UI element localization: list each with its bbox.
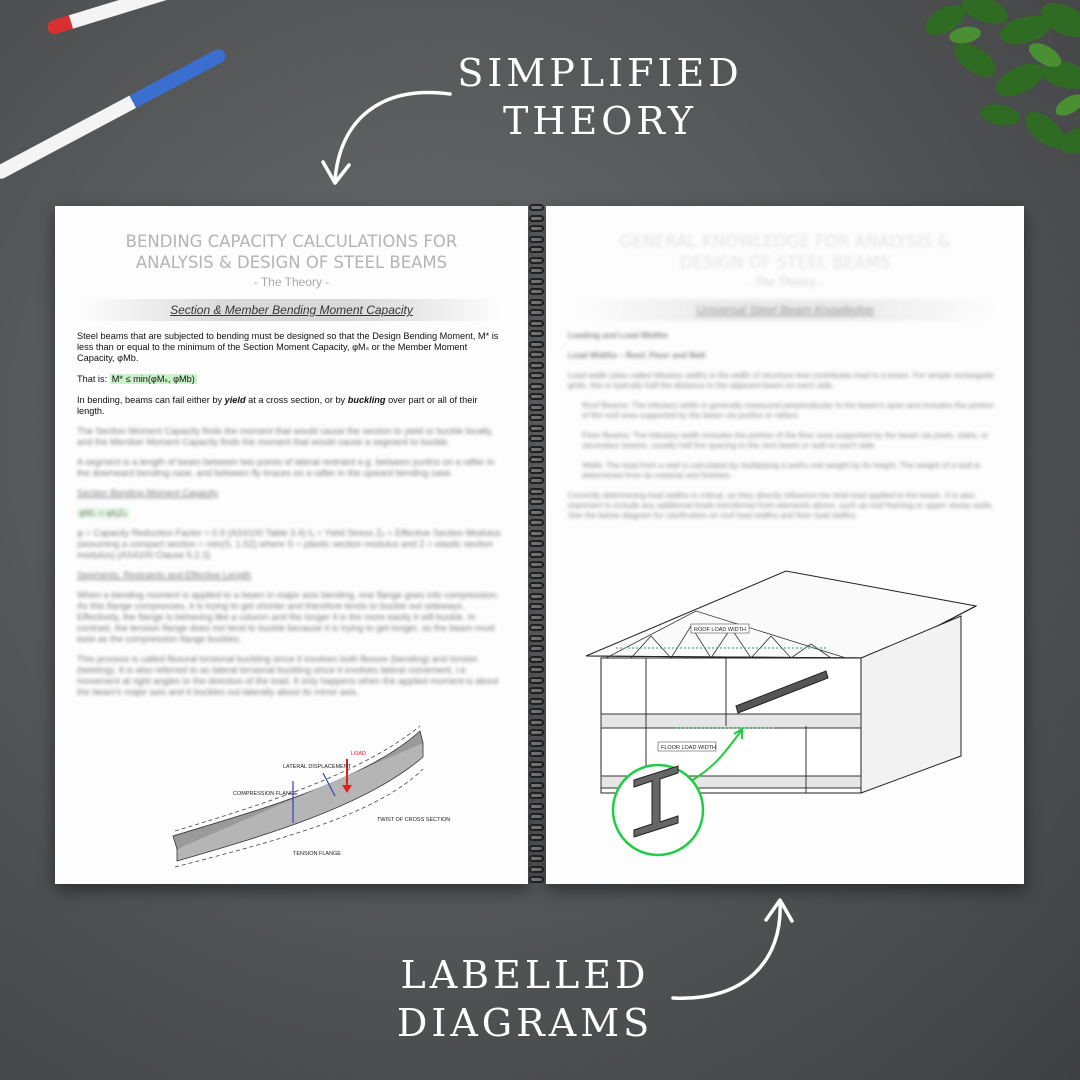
spiral-coil xyxy=(529,456,544,463)
blurred-para2: A segment is a length of beam between two points of lateral restraint e.g. between purlins on a rafter in the downward bending case, and between fly braces on a rafter in the upward bending case. xyxy=(77,457,495,478)
spiral-coil xyxy=(529,246,544,253)
spiral-coil xyxy=(529,740,544,747)
spiral-coil xyxy=(529,750,544,757)
spiral-coil xyxy=(529,729,544,736)
spiral-coil xyxy=(529,771,544,778)
right-head2: Load Widths – Roof, Floor and Wall xyxy=(568,351,706,360)
spiral-coil xyxy=(529,803,544,810)
left-para1: Steel beams that are subjected to bending must be designed so that the Design Bending Moment, M* is less than or equal to the minimum of the Section Moment Capacity, φMₛ or the Member Moment Capacity, φMb. xyxy=(77,331,499,363)
spiral-coil xyxy=(529,635,544,642)
para2-part-a: In bending, beams can fail either by xyxy=(77,395,223,405)
spiral-coil xyxy=(529,603,544,610)
spiral-coil xyxy=(529,761,544,768)
spiral-coil xyxy=(529,614,544,621)
spiral-coil xyxy=(529,267,544,274)
spiral-coil xyxy=(529,582,544,589)
spiral-coil xyxy=(529,876,544,883)
spiral-coil xyxy=(529,236,544,243)
label-load: LOAD xyxy=(351,751,366,757)
spiral-coil xyxy=(529,488,544,495)
spiral-coil xyxy=(529,866,544,873)
spiral-coil xyxy=(529,593,544,600)
spiral-coil xyxy=(529,351,544,358)
right-para2: Correctly determining load widths is critical, as they directly influence the total load applied to the beam. It is also important to include any additional loads transferred from elements above, such as roof framing or upper storey walls. See the below diagram for clarification on roof load widths and floor load widths. xyxy=(568,491,994,520)
left-blurred-content xyxy=(77,426,506,698)
spiral-coil xyxy=(529,498,544,505)
arrow-up-icon xyxy=(665,890,805,1010)
label-lateral-displacement: LATERAL DISPLACEMENT xyxy=(283,764,352,770)
spiral-coil xyxy=(529,477,544,484)
spiral-coil xyxy=(529,782,544,789)
left-page xyxy=(55,206,528,884)
spiral-coil xyxy=(529,813,544,820)
spiral-coil xyxy=(529,362,544,369)
label-twist: TWIST OF CROSS SECTION xyxy=(377,817,451,823)
right-page-title: GENERAL KNOWLEDGE FOR ANALYSIS & DESIGN OF STEEL BEAMS xyxy=(619,232,951,272)
spiral-coil xyxy=(529,824,544,831)
spiral-coil xyxy=(529,708,544,715)
spiral-coil xyxy=(529,834,544,841)
left-body xyxy=(77,331,506,698)
right-head1: Loading and Load Widths xyxy=(568,331,668,340)
spiral-coil xyxy=(529,404,544,411)
beam-buckling-diagram xyxy=(165,721,485,871)
callout-bottom-line1: LABELLED xyxy=(400,953,650,997)
blurred-heading2: Segments, Restraints and Effective Length xyxy=(77,570,251,580)
spiral-coil xyxy=(529,215,544,222)
blurred-para1: The Section Moment Capacity finds the moment that would cause the section to yield or buckle locally, and the Member Moment Capacity finds the moment that would cause a segment to buckle. xyxy=(77,426,494,447)
right-section-heading: Universal Steel Beam Knowledge xyxy=(574,299,996,321)
callout-simplified-theory xyxy=(455,50,745,145)
spiral-coil xyxy=(529,698,544,705)
blurred-para5: This process is called flexural torsional buckling since it involves both flexure (bending) and torsion (twisting). It is also referred to as lateral torsional buckling since it involves lateral movement, i.e. movement at right angles to the direction of the load. It only happens when the applied moment is about the beam's major axis and it buckles out laterally about its minor axis. xyxy=(77,654,499,697)
spiral-coil xyxy=(529,320,544,327)
spiral-coil xyxy=(529,561,544,568)
para2-part-b: at a cross section, or by xyxy=(248,395,346,405)
spiral-coil xyxy=(529,446,544,453)
spiral-coil xyxy=(529,624,544,631)
spiral-coil xyxy=(529,540,544,547)
spiral-coil xyxy=(529,687,544,694)
spiral-coil xyxy=(529,677,544,684)
blurred-heading1: Section Bending Moment Capacity xyxy=(77,488,218,498)
spiral-coil xyxy=(529,530,544,537)
spiral-coil xyxy=(529,257,544,264)
right-body xyxy=(568,331,1002,521)
para2-part-c: over part or all of their length. xyxy=(77,395,478,416)
spiral-coil xyxy=(529,309,544,316)
spiral-coil xyxy=(529,845,544,852)
right-bullet1: Roof Beams: The tributary width is generally measured perpendicular to the beam's span and includes the portion of the roof area supported by the beam via purlins or rafters. xyxy=(582,401,994,420)
blurred-formula: φMₛ = φfᵧZₑ xyxy=(79,508,127,518)
left-section-heading: Section & Member Bending Moment Capacity xyxy=(83,299,500,321)
blurred-para3: φ = Capacity Reduction Factor = 0.9 (AS4100 Table 3.4) fᵧ = Yield Stress Zₑ = Effective Section Modulus (assuming a compact section = min(S, 1.5Z) where S = plastic section modulus and Z = elastic section modulus) (AS4100 Clause 5.2.3) xyxy=(77,528,501,560)
plant-decoration xyxy=(905,0,1080,190)
spiral-coil xyxy=(529,299,544,306)
callout-bottom-line2: DIAGRAMS xyxy=(396,1000,654,1045)
right-blurred-content xyxy=(546,231,1024,521)
left-page-title: BENDING CAPACITY CALCULATIONS FOR ANALYSIS & DESIGN OF STEEL BEAMS xyxy=(125,232,458,272)
spiral-coil xyxy=(529,372,544,379)
callout-labelled-diagrams xyxy=(380,952,670,1047)
spiral-coil xyxy=(529,719,544,726)
blurred-para4: When a bending moment is applied to a beam in major axis bending, one flange goes into compression. As this flange compresses, it is trying to get shorter and therefore tends to buckle out sideways. Effectively, the flange is behaving like a column and the longer it is the more easily it will buckle. In contrast, the tension flange does not tend to buckle because it is trying to get longer, so the beam must twist as the compression flange buckles. xyxy=(77,590,499,644)
spiral-coil xyxy=(529,225,544,232)
left-formula-line xyxy=(77,374,506,385)
callout-top-line1: SIMPLIFIED xyxy=(457,51,743,95)
spiral-coil xyxy=(529,435,544,442)
spiral-coil xyxy=(529,341,544,348)
left-para2 xyxy=(77,395,506,417)
spiral-coil xyxy=(529,666,544,673)
spiral-coil xyxy=(529,425,544,432)
spiral-coil xyxy=(529,330,544,337)
spiral-coil xyxy=(529,393,544,400)
house-load-width-diagram xyxy=(576,566,996,866)
spiral-coil xyxy=(529,467,544,474)
right-para1: Load width (also called tributary width) is the width of structure that contributes load to a beam. For simple rectangular grids, this is typically half the distance to the adjacent beam on each side. xyxy=(568,371,995,390)
spiral-coil xyxy=(529,792,544,799)
right-page xyxy=(546,206,1024,884)
label-floor-load-width: FLOOR LOAD WIDTH xyxy=(661,745,717,751)
spiral-coil xyxy=(529,509,544,516)
spiral-coil xyxy=(529,572,544,579)
spiral-binding xyxy=(529,200,545,890)
label-roof-load-width: ROOF LOAD WIDTH xyxy=(694,627,746,633)
buckling-term: buckling xyxy=(347,395,386,405)
spiral-coil xyxy=(529,551,544,558)
label-tension-flange: TENSION FLANGE xyxy=(293,851,341,857)
callout-top-line2: THEORY xyxy=(503,98,697,143)
label-compression-flange: COMPRESSION FLANGE xyxy=(233,791,298,797)
spiral-coil xyxy=(529,204,544,211)
that-is-label: That is: xyxy=(77,374,108,384)
right-bullet3: Walls: The load from a wall is calculated by multiplying a wall's unit weight by its height. The weight of a wall is determined from its material and finishes. xyxy=(582,461,981,480)
spiral-coil xyxy=(529,414,544,421)
spiral-coil xyxy=(529,645,544,652)
right-bullet2: Floor Beams: The tributary width includes the portion of the floor area supported by the beam via joists, slabs, or secondary beams, usually half the spacing to the next beam or wall on each side. xyxy=(582,431,989,450)
left-page-subtitle: - The Theory - xyxy=(253,275,330,289)
spiral-coil xyxy=(529,383,544,390)
spiral-coil xyxy=(529,656,544,663)
spiral-coil xyxy=(529,288,544,295)
formula-highlight: M* ≤ min(φMₛ, φMb) xyxy=(111,374,195,384)
right-page-subtitle: - The Theory - xyxy=(747,275,823,289)
arrow-down-icon xyxy=(320,80,460,195)
spiral-coil xyxy=(529,519,544,526)
yield-term: yield xyxy=(224,395,246,405)
spiral-coil xyxy=(529,855,544,862)
spiral-coil xyxy=(529,278,544,285)
